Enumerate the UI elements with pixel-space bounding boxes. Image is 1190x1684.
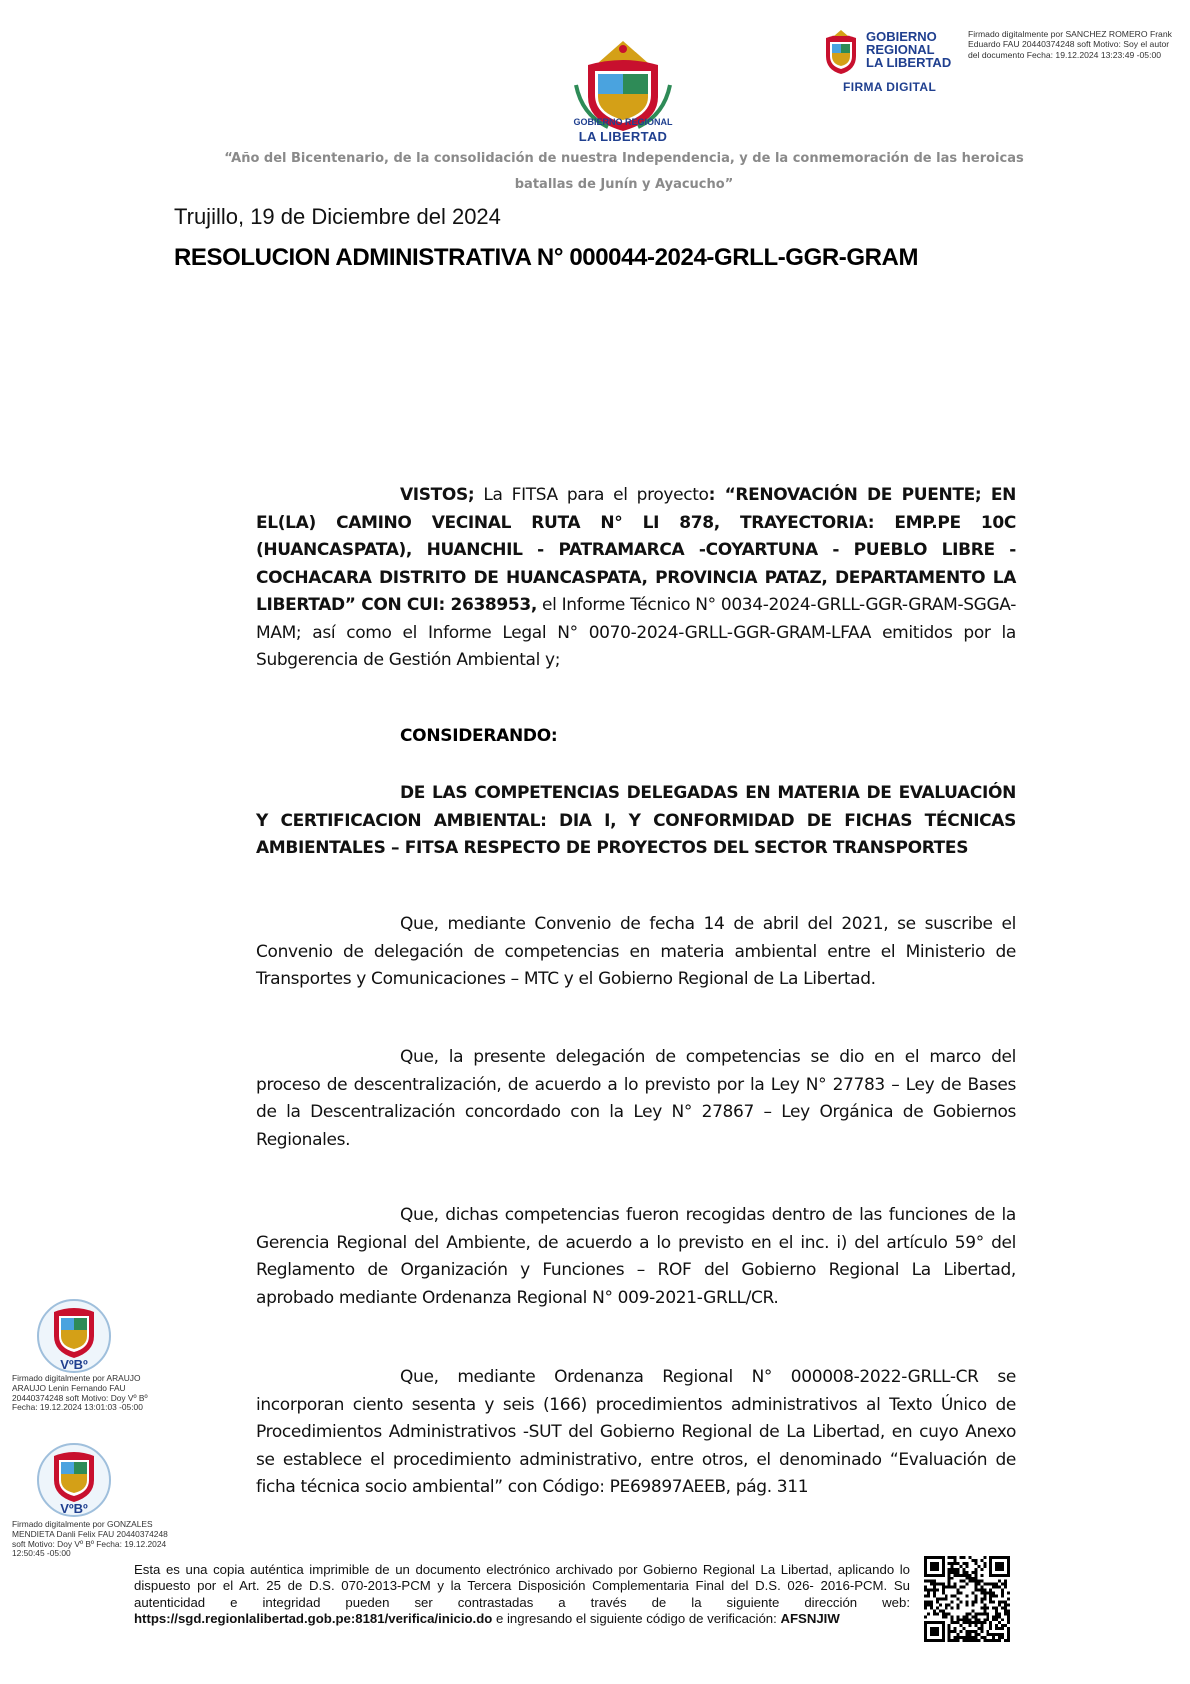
paragraph-descentralizacion: Que, la presente delegación de competencias se dio en el marco del proceso de descentralización, de acuerdo a lo previsto por la Ley N° 27783 – Ley de Bases de la Descentralización concordado con la Ley N° 27867 – Ley Orgánica de Gobiernos Regionales. [256, 1047, 1016, 1150]
vistos-paragraph [256, 482, 1016, 675]
brand-line-3: LA LIBERTAD [866, 55, 952, 70]
brand-line-2: REGIONAL [866, 42, 935, 57]
paragraph-convenio: Que, mediante Convenio de fecha 14 de abril del 2021, se suscribe el Convenio de delegación de competencias en materia ambiental entre el Ministerio de Transportes y Comunicaciones – MTC y el Gobierno Regional de La Libertad. [256, 914, 1016, 989]
vb-stamp-crest-icon [36, 1440, 112, 1524]
year-motto: “Año del Bicentenario, de la consolidación de nuestra Independencia, y de la conmemoración de las heroicas batallas de Junín y Ayacucho” [224, 151, 1024, 192]
qr-code-icon [924, 1556, 1010, 1642]
vistos-lead: VISTOS; [400, 485, 475, 505]
vb-stamp-crest-icon [36, 1296, 112, 1380]
footer-text-1: Esta es una copia auténtica imprimible de un documento electrónico archivado por Gobierno Regional La Libertad, aplicando lo dispuesto por el Art. 25 de D.S. 070-2013-PCM y la Tercera Disposición Complementaria Final del D.S. 026- 2016-PCM. Su autenticidad e integridad pueden ser contrastadas a través de la siguiente dirección web: [134, 1562, 910, 1610]
vb-mark-2: VºBº [60, 1501, 88, 1516]
firma-digital-label: FIRMA DIGITAL [843, 80, 937, 94]
crest-caption-bottom: LA LIBERTAD [578, 129, 668, 144]
vb-signature-note-2: Firmado digitalmente por GONZALES MENDIETA Danli Felix FAU 20440374248 soft Motivo: Doy Vº Bº Fecha: 19.12.2024 12:50:45 -05:00 [12, 1519, 168, 1559]
authenticity-footer [134, 1562, 910, 1628]
verification-code: AFSNJIW [780, 1611, 840, 1627]
paragraph-ordenanza: Que, mediante Ordenanza Regional N° 000008-2022-GRLL-CR se incorporan ciento sesenta y seis (166) procedimientos administrativos al Texto Único de Procedimientos Administrativos -SUT del Gobierno Regional de La Libertad, en cuyo Anexo se establece el procedimiento administrativo, entre otros, el denominado “Evaluación de ficha técnica socio ambiental” con Código: PE69897AEEB, pág. 311 [256, 1367, 1016, 1497]
paragraph-rof: Que, dichas competencias fueron recogidas dentro de las funciones de la Gerencia Regional del Ambiente, de acuerdo a lo previsto en el inc. i) del artículo 59° del Reglamento de Organización y Funciones – ROF del Gobierno Regional La Libertad, aprobado mediante Ordenanza Regional N° 009-2021-GRLL/CR. [256, 1205, 1016, 1308]
verification-url[interactable]: https://sgd.regionlalibertad.gob.pe:8181/verifica/inicio.do [134, 1611, 493, 1627]
vistos-project: : “RENOVACIÓN DE PUENTE; EN EL(LA) CAMINO VECINAL RUTA N° LI 878, TRAYECTORIA: EMP.PE 10C (HUANCASPATA), HUANCHIL - PATRAMARCA -COYARTUNA - PUEBLO LIBRE - COCHACARA DISTRITO DE HUANCASPATA, PROVINCIA PATAZ, DEPARTAMENTO LA LIBERTAD” CON CUI: 2638953, [256, 485, 1016, 615]
firma-digital-crest-icon [820, 28, 862, 76]
considerando-heading: CONSIDERANDO: [400, 726, 558, 746]
footer-text-2: e ingresando el siguiente código de verificación: [492, 1611, 781, 1627]
digital-signature-note: Firmado digitalmente por SANCHEZ ROMERO Frank Eduardo FAU 20440374248 soft Motivo: Soy el autor del documento Fecha: 19.12.2024 13:23:49 -05:00 [968, 29, 1172, 60]
brand-line-1: GOBIERNO [866, 29, 937, 44]
vistos-text-1: La FITSA para el proyecto [474, 485, 709, 505]
crest-caption-top: GOBIERNO REGIONAL [573, 117, 673, 127]
vb-signature-note-1: Firmado digitalmente por ARAUJO ARAUJO Lenin Fernando FAU 20440374248 soft Motivo: Doy Vº Bº Fecha: 19.12.2024 13:01:03 -05:00 [12, 1373, 148, 1413]
vistos-text-2: el Informe Técnico N° 0034-2024-GRLL-GGR-GRAM-SGGA-MAM; así como el Informe Legal N° 0070-2024-GRLL-GGR-GRAM-LFAA emitidos por la Subgerencia de Gestión Ambiental y; [256, 595, 1017, 670]
resolution-title: RESOLUCION ADMINISTRATIVA N° 000044-2024-GRLL-GGR-GRAM [174, 244, 919, 271]
vb-mark-1: VºBº [60, 1357, 88, 1372]
firma-digital-brand [866, 30, 951, 69]
competencias-heading: DE LAS COMPETENCIAS DELEGADAS EN MATERIA DE EVALUACIÓN Y CERTIFICACION AMBIENTAL: DIA I, Y CONFORMIDAD DE FICHAS TÉCNICAS AMBIENTALES – FITSA RESPECTO DE PROYECTOS DEL SECTOR TRANSPORTES [256, 783, 1016, 858]
place-date: Trujillo, 19 de Diciembre del 2024 [174, 204, 501, 229]
